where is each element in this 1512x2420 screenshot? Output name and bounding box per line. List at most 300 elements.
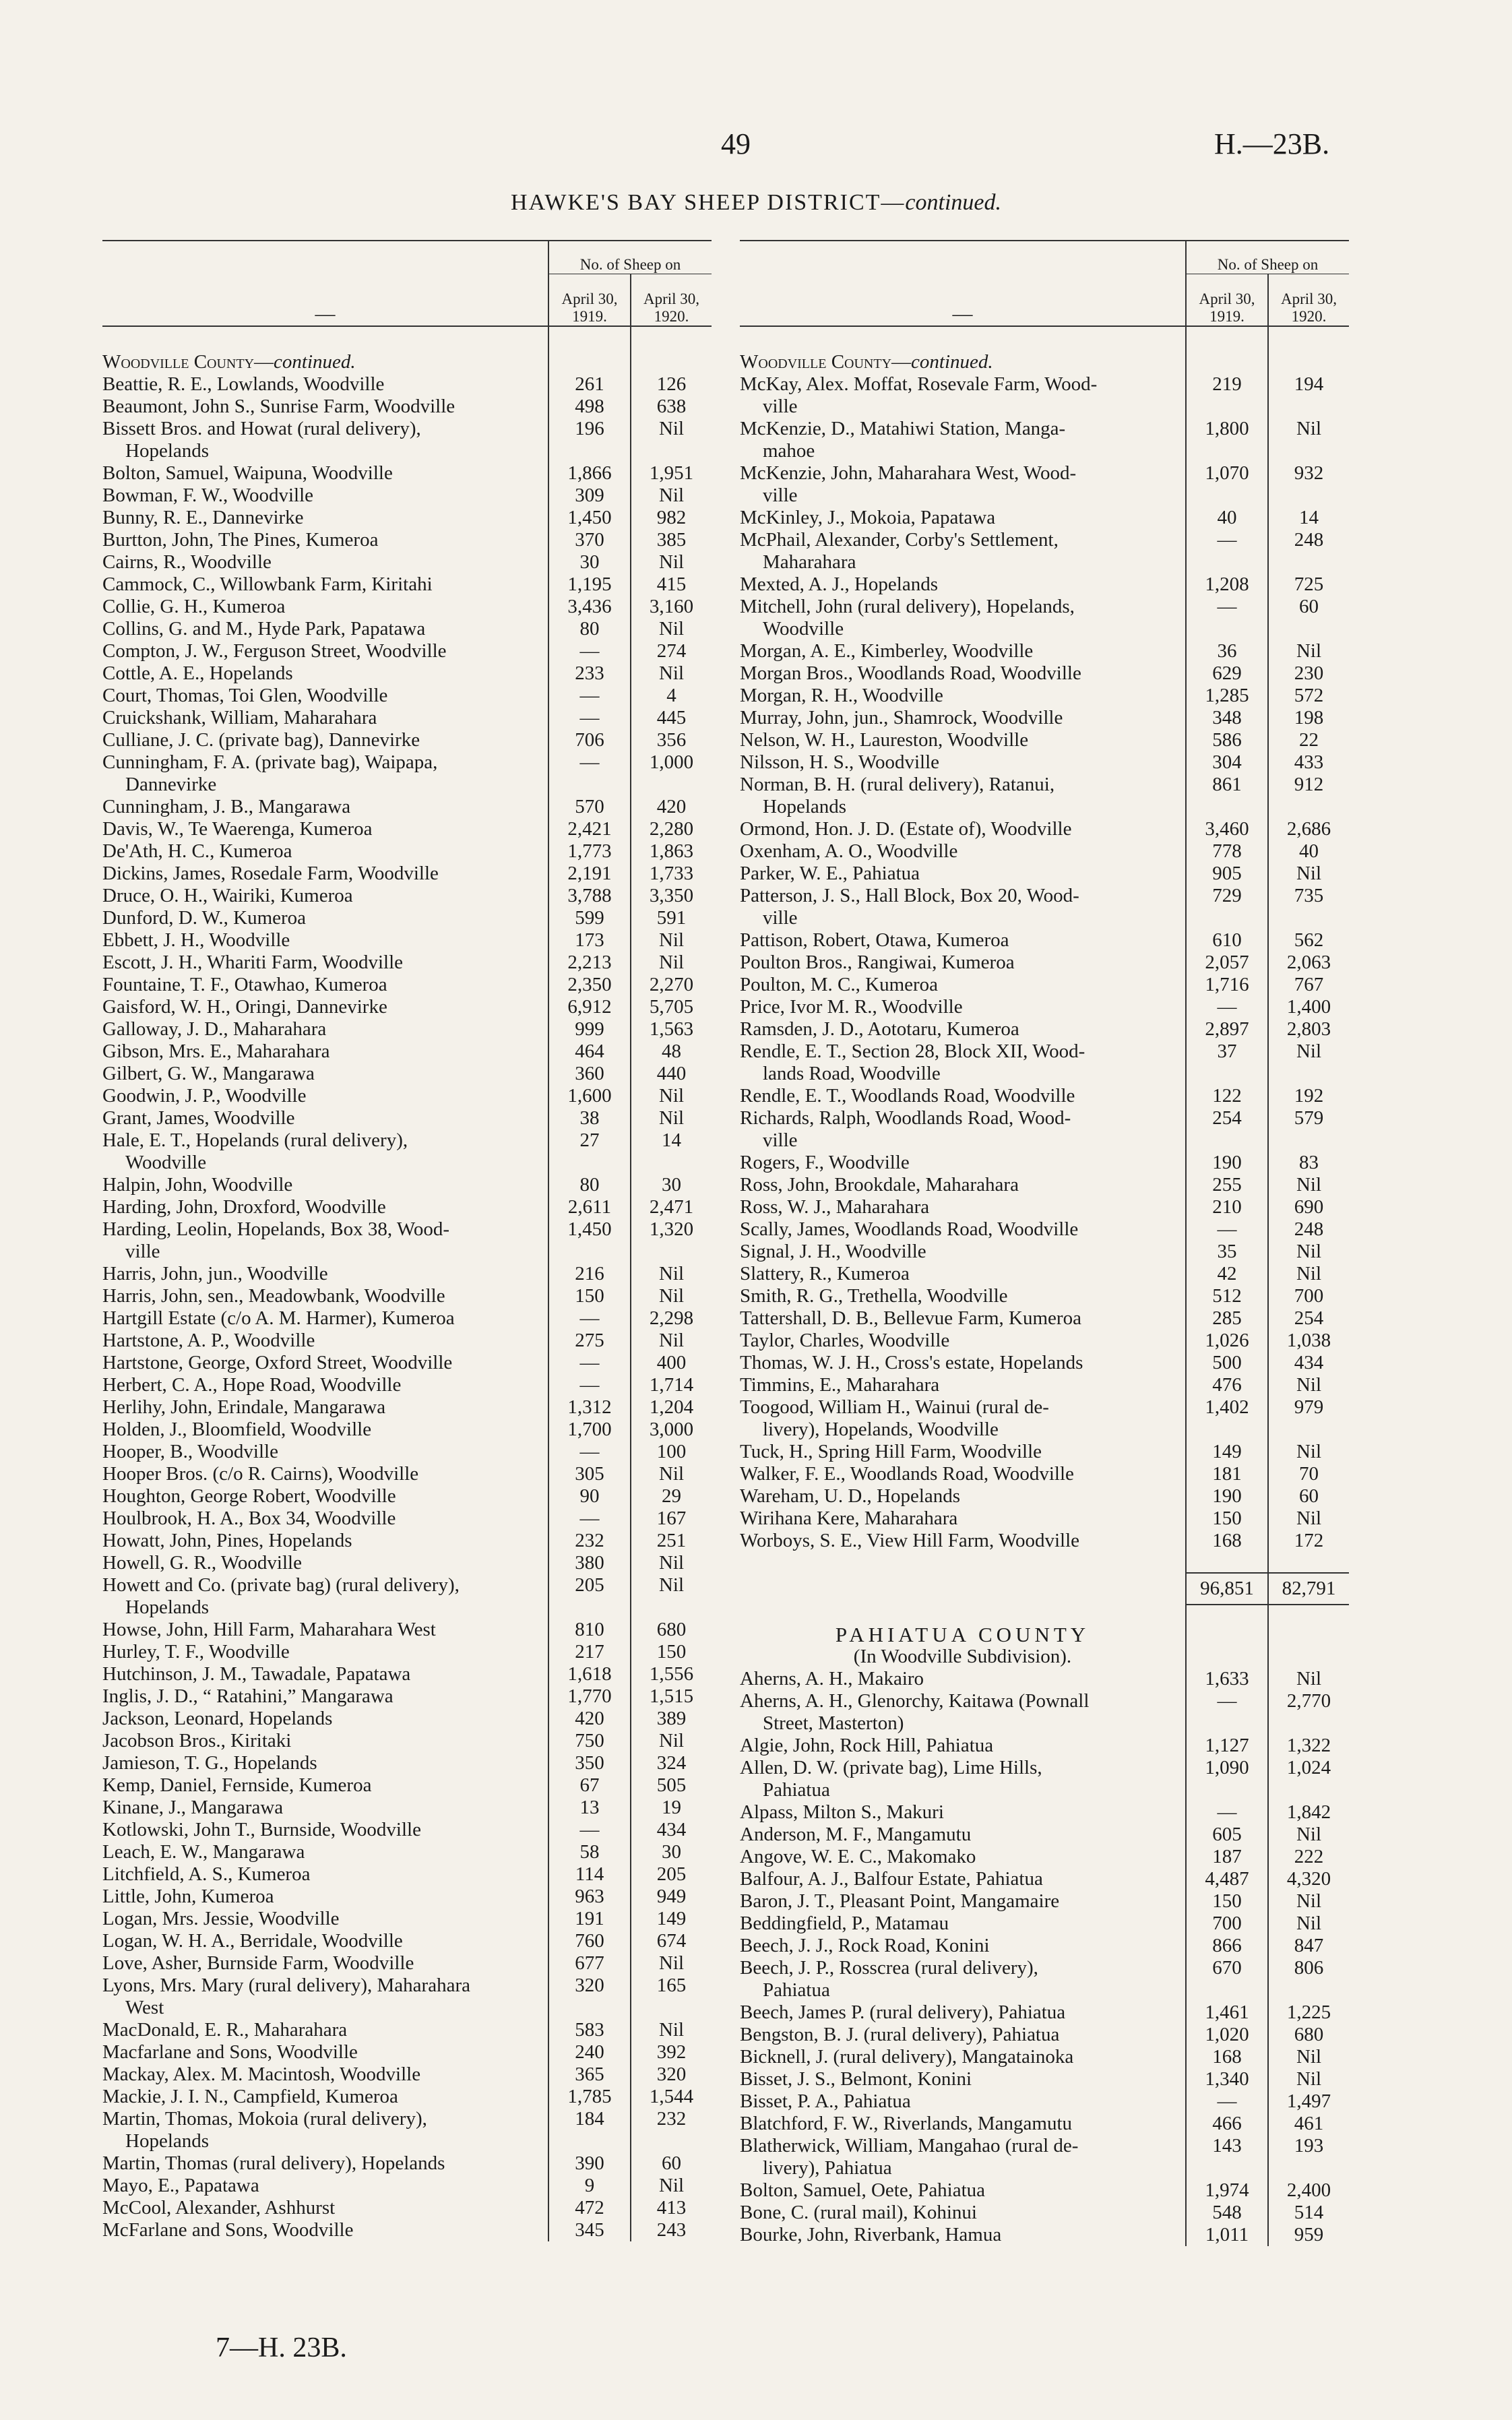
owner-name	[740, 1508, 1186, 1530]
owner-name	[740, 1218, 1186, 1241]
sheep-1920: 690	[1268, 1196, 1349, 1218]
owner-name	[740, 2046, 1186, 2068]
sheep-1920: 198	[1268, 707, 1349, 729]
table-row	[740, 1957, 1349, 2002]
table-row	[740, 685, 1349, 707]
sheep-1919: 548	[1186, 2202, 1268, 2224]
owner-name	[102, 1196, 548, 1218]
owner-line: Rendle, E. T., Section 28, Block XII, Wood-	[740, 1041, 1085, 1062]
owner-line: Hartgill Estate (c/o A. M. Harmer), Kumeroa	[102, 1307, 455, 1329]
table-row	[102, 818, 712, 840]
sheep-1919: 173	[548, 929, 631, 952]
owner-line: Walker, F. E., Woodlands Road, Woodville	[740, 1463, 1074, 1485]
owner-name	[740, 1530, 1186, 1552]
sheep-1919: 1,600	[548, 1085, 631, 1107]
owner-name	[740, 1846, 1186, 1868]
sheep-1919: 1,312	[548, 1396, 631, 1419]
owner-line-cont: Dannevirke	[125, 774, 217, 795]
owner-name	[102, 751, 548, 796]
table-row	[740, 1307, 1349, 1330]
sheep-1920: Nil	[631, 662, 712, 685]
owner-line: Holden, J., Bloomfield, Woodville	[102, 1419, 372, 1440]
owner-line: Nelson, W. H., Laureston, Woodville	[740, 729, 1029, 751]
owner-line: Martin, Thomas, Mokoia (rural delivery),	[102, 2108, 427, 2130]
sheep-1919: —	[548, 1352, 631, 1374]
owner-line: Herlihy, John, Erindale, Mangarawa	[102, 1396, 386, 1418]
owner-name	[740, 1890, 1186, 1913]
table-row	[102, 596, 712, 618]
owner-name	[740, 1241, 1186, 1263]
owner-line-cont: Street, Masterton)	[763, 1712, 904, 1734]
table-row	[102, 2108, 712, 2152]
table-row	[102, 2041, 712, 2064]
owner-name	[102, 1174, 548, 1196]
owner-line: De'Ath, H. C., Kumeroa	[102, 840, 292, 862]
owner-line: Harris, John, sen., Meadowbank, Woodville	[102, 1285, 445, 1307]
table-row	[102, 2064, 712, 2086]
owner-name	[740, 418, 1186, 462]
owner-name	[102, 2219, 548, 2241]
owner-line: Culliane, J. C. (private bag), Dannevirke	[102, 729, 420, 751]
owner-line-cont: Pahiatua	[763, 1779, 830, 1801]
owner-name	[102, 863, 548, 885]
sheep-1920: 83	[1268, 1152, 1349, 1174]
owner-line: Macfarlane and Sons, Woodville	[102, 2041, 358, 2063]
sheep-1920: 1,515	[631, 1685, 712, 1708]
sheep-1919: 122	[1186, 1085, 1268, 1107]
table-row	[102, 551, 712, 573]
owner-line: Grant, James, Woodville	[102, 1107, 295, 1129]
sheep-1919: 205	[548, 1574, 631, 1619]
sheep-1919: 599	[548, 907, 631, 929]
table-row	[740, 529, 1349, 573]
owner-name	[102, 507, 548, 529]
sheep-1919: 464	[548, 1041, 631, 1063]
owner-name	[102, 1952, 548, 1975]
sheep-1920: 434	[1268, 1352, 1349, 1374]
owner-line: Jackson, Leonard, Hopelands	[102, 1708, 333, 1729]
sheep-1920: 982	[631, 507, 712, 529]
owner-line: Alpass, Milton S., Makuri	[740, 1801, 944, 1823]
owner-line-cont: ville	[763, 485, 798, 506]
owner-name	[740, 1913, 1186, 1935]
sheep-1920: 389	[631, 1708, 712, 1730]
sheep-1920: Nil	[1268, 1441, 1349, 1463]
sheep-1920: 434	[631, 1819, 712, 1841]
header-col-a: April 30, 1919.	[548, 274, 631, 327]
owner-name	[740, 462, 1186, 507]
sheep-1919: 350	[548, 1752, 631, 1774]
owner-line: Mexted, A. J., Hopelands	[740, 573, 938, 595]
table-row	[740, 1352, 1349, 1374]
owner-line: MacDonald, E. R., Maharahara	[102, 2019, 348, 2041]
header-col-b: April 30, 1920.	[1268, 274, 1349, 327]
sheep-1919: 472	[548, 2197, 631, 2219]
sheep-1919: 1,866	[548, 462, 631, 485]
table-row	[102, 2219, 712, 2241]
sheep-1919: 570	[548, 796, 631, 818]
owner-name	[102, 1063, 548, 1085]
table-row	[740, 1441, 1349, 1463]
sheep-1919: 348	[1186, 707, 1268, 729]
sheep-1920: 324	[631, 1752, 712, 1774]
sheep-1920: Nil	[631, 2019, 712, 2041]
table-row	[102, 1663, 712, 1685]
sheep-1920: 1,733	[631, 863, 712, 885]
owner-line: Galloway, J. D., Maharahara	[102, 1018, 327, 1040]
owner-line: Dickins, James, Rosedale Farm, Woodville	[102, 863, 439, 884]
table-row	[102, 2086, 712, 2108]
sheep-1919: —	[548, 1307, 631, 1330]
owner-line: Ramsden, J. D., Aototaru, Kumeroa	[740, 1018, 1019, 1040]
table-row	[102, 929, 712, 952]
owner-name	[102, 707, 548, 729]
sheep-1920: 912	[1268, 774, 1349, 818]
sheep-1920: 14	[631, 1129, 712, 1174]
owner-name	[102, 685, 548, 707]
owner-name	[102, 2041, 548, 2064]
owner-name	[740, 863, 1186, 885]
sheep-1920: 440	[631, 1063, 712, 1085]
owner-line: Hooper, B., Woodville	[102, 1441, 278, 1462]
sheep-1920: 3,160	[631, 596, 712, 618]
sheep-1920: 60	[631, 2152, 712, 2175]
table-row	[740, 1935, 1349, 1957]
sheep-1919: 583	[548, 2019, 631, 2041]
table-row	[102, 1863, 712, 1886]
table-row	[740, 774, 1349, 818]
table-row	[102, 729, 712, 751]
table-row	[740, 1152, 1349, 1174]
sheep-1920: 150	[631, 1641, 712, 1663]
table-row	[740, 418, 1349, 462]
owner-line: Murray, John, jun., Shamrock, Woodville	[740, 707, 1063, 728]
table-row	[740, 2179, 1349, 2202]
sheep-1919: 1,127	[1186, 1735, 1268, 1757]
owner-line-cont: ville	[763, 907, 798, 929]
owner-name	[740, 1330, 1186, 1352]
owner-name	[740, 1374, 1186, 1396]
sheep-1920: Nil	[1268, 1374, 1349, 1396]
table-row	[102, 863, 712, 885]
sheep-1919: 1,195	[548, 573, 631, 596]
sheep-1919: 37	[1186, 1041, 1268, 1085]
table-row	[102, 1485, 712, 1508]
sheep-1920: 14	[1268, 507, 1349, 529]
sheep-1920: 165	[631, 1975, 712, 2019]
table-row	[740, 1218, 1349, 1241]
sheep-1920: 274	[631, 640, 712, 662]
sheep-1919: 1,770	[548, 1685, 631, 1708]
owner-line-cont: livery), Pahiatua	[763, 2157, 892, 2179]
owner-name	[102, 1018, 548, 1041]
footer-signature: 7—H. 23B.	[216, 2332, 347, 2363]
sheep-1920: 4	[631, 685, 712, 707]
sheep-1919: 1,716	[1186, 974, 1268, 996]
table-row	[740, 573, 1349, 596]
table-row	[102, 1930, 712, 1952]
owner-line: Dunford, D. W., Kumeroa	[102, 907, 307, 929]
owner-line-cont: Woodville	[763, 618, 844, 640]
sheep-1920: Nil	[1268, 1824, 1349, 1846]
county-heading: PAHIATUA COUNTY	[835, 1623, 1090, 1646]
sheep-1919: —	[1186, 529, 1268, 573]
owner-line: Hooper Bros. (c/o R. Cairns), Woodville	[102, 1463, 419, 1485]
table-row	[740, 1463, 1349, 1485]
sheep-1920: Nil	[1268, 2046, 1349, 2068]
table-row	[102, 418, 712, 462]
owner-name	[102, 1730, 548, 1752]
sheep-1919: 181	[1186, 1463, 1268, 1485]
owner-line: Harris, John, jun., Woodville	[102, 1263, 328, 1284]
table-row	[102, 485, 712, 507]
owner-line: Court, Thomas, Toi Glen, Woodville	[102, 685, 388, 706]
owner-name	[102, 462, 548, 485]
sheep-1919: 1,618	[548, 1663, 631, 1685]
table-row	[740, 2135, 1349, 2179]
table-row	[740, 751, 1349, 774]
owner-line: Price, Ivor M. R., Woodville	[740, 996, 963, 1018]
sheep-1919: 729	[1186, 885, 1268, 929]
owner-line: Parker, W. E., Pahiatua	[740, 863, 920, 884]
owner-name	[740, 1463, 1186, 1485]
owner-name	[102, 1441, 548, 1463]
owner-line: Scally, James, Woodlands Road, Woodville	[740, 1218, 1079, 1240]
table-row	[740, 1757, 1349, 1801]
sheep-1919: 30	[548, 551, 631, 573]
table-row	[740, 1174, 1349, 1196]
sheep-1919: 866	[1186, 1935, 1268, 1957]
sheep-1919: 2,191	[548, 863, 631, 885]
table-row	[740, 640, 1349, 662]
table-row	[102, 1330, 712, 1352]
sheep-1919: 1,026	[1186, 1330, 1268, 1352]
owner-name	[740, 707, 1186, 729]
owner-name	[102, 1463, 548, 1485]
sheep-1919: —	[1186, 996, 1268, 1018]
table-row	[102, 751, 712, 796]
sheep-1919: 1,450	[548, 507, 631, 529]
sheep-1919: 778	[1186, 840, 1268, 863]
table-row	[102, 996, 712, 1018]
table-row	[102, 1018, 712, 1041]
owner-name	[102, 885, 548, 907]
table-row	[740, 1846, 1349, 1868]
owner-name	[740, 1307, 1186, 1330]
owner-name	[740, 640, 1186, 662]
owner-line: Love, Asher, Burnside Farm, Woodville	[102, 1952, 414, 1974]
table-row	[102, 1574, 712, 1619]
owner-line-cont: livery), Hopelands, Woodville	[763, 1419, 999, 1440]
sheep-1919: 2,057	[1186, 952, 1268, 974]
owner-line: Bolton, Samuel, Waipuna, Woodville	[102, 462, 393, 484]
owner-name	[740, 1735, 1186, 1757]
table-row	[102, 1530, 712, 1552]
owner-line: Litchfield, A. S., Kumeroa	[102, 1863, 311, 1885]
sheep-1919: 90	[548, 1485, 631, 1508]
sheep-1920: 1,951	[631, 462, 712, 485]
table-row	[740, 2046, 1349, 2068]
sheep-1919: 149	[1186, 1441, 1268, 1463]
owner-name	[740, 1263, 1186, 1285]
owner-name	[102, 996, 548, 1018]
sheep-1919: 255	[1186, 1174, 1268, 1196]
owner-line: Nilsson, H. S., Woodville	[740, 751, 940, 773]
owner-name	[102, 662, 548, 685]
sheep-1920: 248	[1268, 529, 1349, 573]
owner-line: Mackay, Alex. M. Macintosh, Woodville	[102, 2064, 421, 2085]
sheep-1919: —	[1186, 2090, 1268, 2113]
owner-line: Goodwin, J. P., Woodville	[102, 1085, 307, 1107]
table-row	[102, 1041, 712, 1063]
sheep-1919: 760	[548, 1930, 631, 1952]
table-row	[740, 1107, 1349, 1152]
owner-line: McFarlane and Sons, Woodville	[102, 2219, 354, 2241]
table-row	[102, 1619, 712, 1641]
owner-name	[740, 1957, 1186, 2002]
sheep-1920: 205	[631, 1863, 712, 1886]
section-heading	[740, 326, 1186, 373]
sheep-1919: 2,611	[548, 1196, 631, 1218]
sheep-1919: —	[548, 707, 631, 729]
owner-line: Cruickshank, William, Maharahara	[102, 707, 377, 728]
sheep-1920: 725	[1268, 573, 1349, 596]
owner-name	[740, 2179, 1186, 2202]
owner-line: Aherns, A. H., Makairo	[740, 1668, 924, 1689]
sheep-1920: 400	[631, 1352, 712, 1374]
sheep-1919: 210	[1186, 1196, 1268, 1218]
owner-line: Logan, W. H. A., Berridale, Woodville	[102, 1930, 403, 1952]
table-row	[102, 1797, 712, 1819]
title-suffix: continued.	[905, 190, 1001, 215]
owner-name	[102, 1374, 548, 1396]
owner-line: Rogers, F., Woodville	[740, 1152, 910, 1173]
owner-name	[102, 1752, 548, 1774]
table-row	[102, 1174, 712, 1196]
sheep-1920: 572	[1268, 685, 1349, 707]
table-row	[740, 1396, 1349, 1441]
owner-name	[102, 1886, 548, 1908]
sheep-1920: 40	[1268, 840, 1349, 863]
sheep-1919: 168	[1186, 1530, 1268, 1552]
owner-line: Kotlowski, John T., Burnside, Woodville	[102, 1819, 421, 1840]
total-block	[740, 1552, 1349, 1668]
owner-name	[740, 1352, 1186, 1374]
table-row	[102, 1396, 712, 1419]
table-row	[740, 1801, 1349, 1824]
owner-name	[102, 1419, 548, 1441]
sheep-1919: 67	[548, 1774, 631, 1797]
sheep-1919: 1,402	[1186, 1396, 1268, 1441]
owner-line-cont: Pahiatua	[763, 1979, 830, 2001]
owner-line: Bissett Bros. and Howat (rural delivery),	[102, 418, 421, 439]
sheep-1920: 932	[1268, 462, 1349, 507]
sheep-1920: 445	[631, 707, 712, 729]
owner-line: Angove, W. E. C., Makomako	[740, 1846, 976, 1867]
owner-name	[102, 373, 548, 396]
owner-line: Davis, W., Te Waerenga, Kumeroa	[102, 818, 373, 840]
table-row	[740, 1690, 1349, 1735]
table-row	[102, 396, 712, 418]
owner-line: Beaumont, John S., Sunrise Farm, Woodville	[102, 396, 455, 417]
sheep-1920: 2,770	[1268, 1690, 1349, 1735]
sheep-1920: 2,400	[1268, 2179, 1349, 2202]
owner-name	[102, 596, 548, 618]
owner-name	[102, 1352, 548, 1374]
sheep-1919: 610	[1186, 929, 1268, 952]
owner-name	[740, 2090, 1186, 2113]
sheep-1919: 13	[548, 1797, 631, 1819]
owner-name	[740, 2113, 1186, 2135]
owner-line: Beddingfield, P., Matamau	[740, 1913, 949, 1934]
owner-line: Morgan, A. E., Kimberley, Woodville	[740, 640, 1034, 662]
table-row	[102, 1107, 712, 1129]
owner-line: Inglis, J. D., “ Ratahini,” Mangarawa	[102, 1685, 393, 1707]
owner-line: Martin, Thomas (rural delivery), Hopelands	[102, 2152, 445, 2174]
owner-line: Howett and Co. (private bag) (rural delivery),	[102, 1574, 460, 1596]
owner-line: McKenzie, John, Maharahara West, Wood-	[740, 462, 1077, 484]
sheep-1919: 196	[548, 418, 631, 462]
sheep-1920: 392	[631, 2041, 712, 2064]
owner-line: Burtton, John, The Pines, Kumeroa	[102, 529, 379, 551]
sheep-1920: Nil	[1268, 1263, 1349, 1285]
sheep-1919: —	[1186, 1218, 1268, 1241]
sheep-1919: 706	[548, 729, 631, 751]
sheep-1919: 261	[548, 373, 631, 396]
sheep-1919: 345	[548, 2219, 631, 2241]
owner-line-cont: Woodville	[125, 1152, 207, 1173]
owner-name	[740, 1196, 1186, 1218]
sheep-1919: 1,633	[1186, 1668, 1268, 1690]
sheep-1920: 413	[631, 2197, 712, 2219]
table-row	[740, 2068, 1349, 2090]
owner-name	[102, 1218, 548, 1263]
table-row	[740, 373, 1349, 418]
owner-name	[740, 1152, 1186, 1174]
sheep-1919: 219	[1186, 373, 1268, 418]
owner-name	[102, 2152, 548, 2175]
table-row	[102, 529, 712, 551]
owner-line: Balfour, A. J., Balfour Estate, Pahiatua	[740, 1868, 1043, 1890]
sheep-1919: 1,011	[1186, 2224, 1268, 2246]
owner-name	[102, 1641, 548, 1663]
table-row	[740, 1018, 1349, 1041]
sheep-1919: 1,340	[1186, 2068, 1268, 2090]
sheep-1919: 512	[1186, 1285, 1268, 1307]
owner-name	[102, 1552, 548, 1574]
sheep-1920: 70	[1268, 1463, 1349, 1485]
owner-line: Wirihana Kere, Maharahara	[740, 1508, 958, 1529]
owner-name	[102, 929, 548, 952]
owner-line: Harding, Leolin, Hopelands, Box 38, Wood-	[102, 1218, 450, 1240]
owner-name	[102, 1396, 548, 1419]
owner-line: Hale, E. T., Hopelands (rural delivery),	[102, 1129, 408, 1151]
owner-name	[102, 729, 548, 751]
sheep-1919: 999	[548, 1018, 631, 1041]
owner-line: Bengston, B. J. (rural delivery), Pahiatua	[740, 2024, 1060, 2045]
owner-name	[102, 2175, 548, 2197]
header-dash: —	[102, 241, 548, 326]
owner-line: Morgan Bros., Woodlands Road, Woodville	[740, 662, 1081, 684]
table-row	[102, 840, 712, 863]
sheep-1920: 949	[631, 1886, 712, 1908]
sheep-1919: 80	[548, 1174, 631, 1196]
owner-name	[740, 1757, 1186, 1801]
owner-line: Poulton, M. C., Kumeroa	[740, 974, 939, 995]
owner-line: Aherns, A. H., Glenorchy, Kaitawa (Pownall	[740, 1690, 1090, 1712]
sheep-1920: 2,686	[1268, 818, 1349, 840]
sheep-1919: 2,897	[1186, 1018, 1268, 1041]
